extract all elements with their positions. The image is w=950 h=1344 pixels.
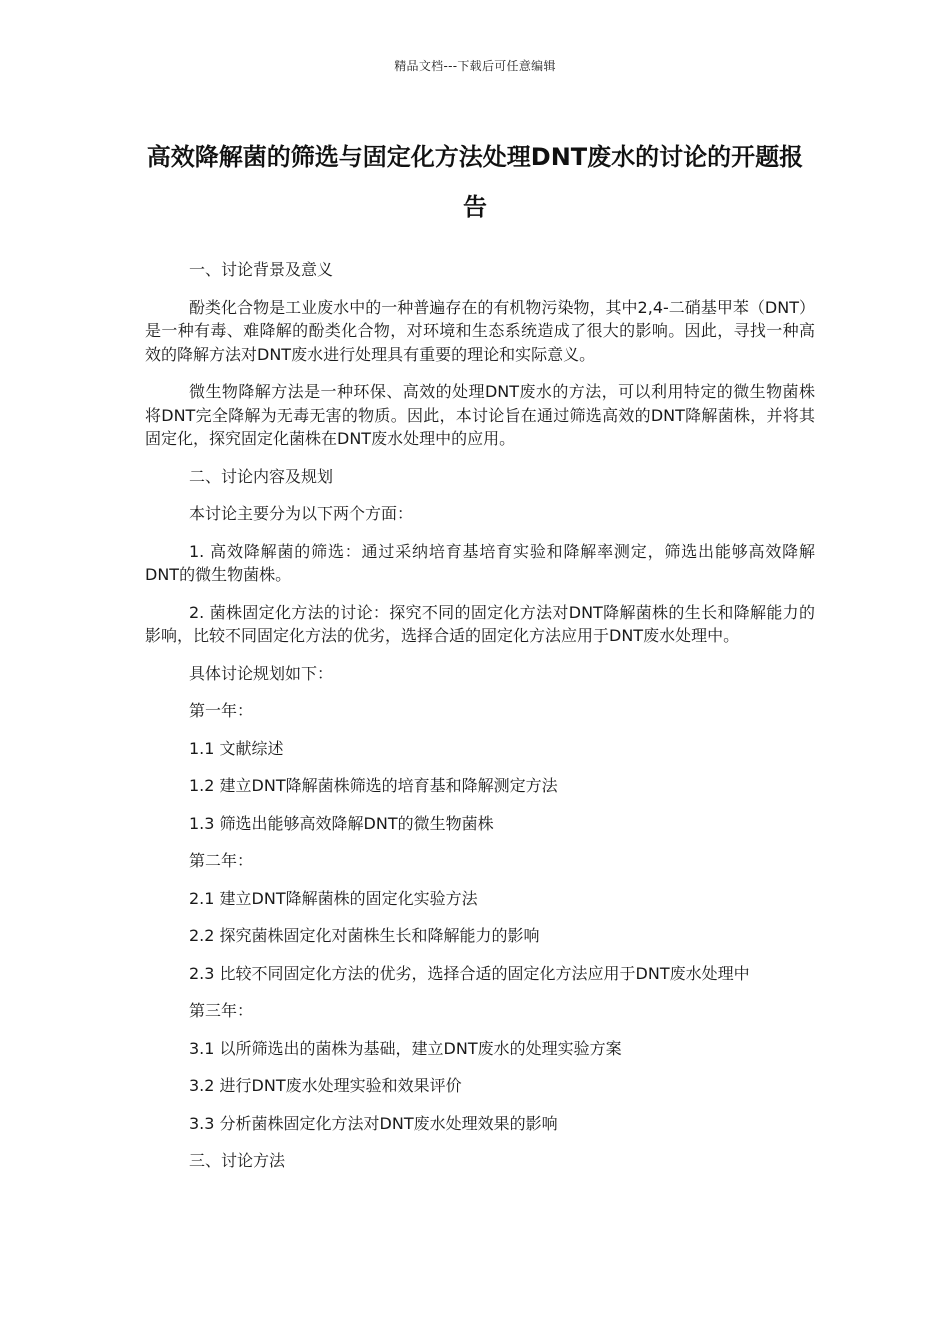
plan-item: 2.2 探究菌株固定化对菌株生长和降解能力的影响 — [189, 926, 540, 945]
document-body — [145, 258, 815, 1187]
section-heading: 二、讨论内容及规划 — [189, 466, 334, 486]
paragraph: 本讨论主要分为以下两个方面： — [189, 504, 414, 523]
section-heading: 三、讨论方法 — [189, 1151, 286, 1170]
plan-item: 2.1 建立DNT降解菌株的固定化实验方法 — [189, 888, 478, 908]
plan-item: 3.3 分析菌株固定化方法对DNT废水处理效果的影响 — [189, 1113, 558, 1133]
paragraph: 具体讨论规划如下： — [189, 663, 334, 683]
paragraph: 酚类化合物是工业废水中的一种普遍存在的有机物污染物，其中2,4-二硝基甲苯（DNT）是一种有毒、难降解的酚类化合物，对环境和生态系统造成了很大的影响。因此，寻找一种高效的降解方法对DNT废水进行处理具有重要的理论和实际意义。 — [145, 297, 815, 364]
year-heading: 第三年： — [189, 1001, 254, 1020]
year-heading: 第二年： — [189, 851, 254, 870]
paragraph: 微生物降解方法是一种环保、高效的处理DNT废水的方法，可以利用特定的微生物菌株将DNT完全降解为无毒无害的物质。因此，本讨论旨在通过筛选高效的DNT降解菌株，并将其固定化，探究固定化菌株在DNT废水处理中的应用。 — [145, 382, 815, 448]
list-item: 2. 菌株固定化方法的讨论：探究不同的固定化方法对DNT降解菌株的生长和降解能力的影响，比较不同固定化方法的优劣，选择合适的固定化方法应用于DNT废水处理中。 — [145, 602, 815, 645]
year-heading: 第一年： — [189, 701, 254, 720]
plan-item: 3.1 以所筛选出的菌株为基础，建立DNT废水的处理实验方案 — [189, 1038, 622, 1058]
section-heading: 一、讨论背景及意义 — [189, 260, 334, 279]
list-item: 1. 高效降解菌的筛选：通过采纳培育基培育实验和降解率测定，筛选出能够高效降解DNT的微生物菌株。 — [145, 541, 815, 584]
plan-item: 3.2 进行DNT废水处理实验和效果评价 — [189, 1076, 462, 1095]
plan-item: 2.3 比较不同固定化方法的优劣，选择合适的固定化方法应用于DNT废水处理中 — [189, 963, 750, 983]
document-title: 高效降解菌的筛选与固定化方法处理DNT废水的讨论的开题报告 — [146, 143, 804, 221]
header-note: 精品文档---下载后可任意编辑 — [394, 59, 556, 73]
plan-item: 1.3 筛选出能够高效降解DNT的微生物菌株 — [189, 813, 494, 833]
plan-item: 1.2 建立DNT降解菌株筛选的培育基和降解测定方法 — [189, 776, 558, 795]
plan-item: 1.1 文献综述 — [189, 738, 284, 758]
